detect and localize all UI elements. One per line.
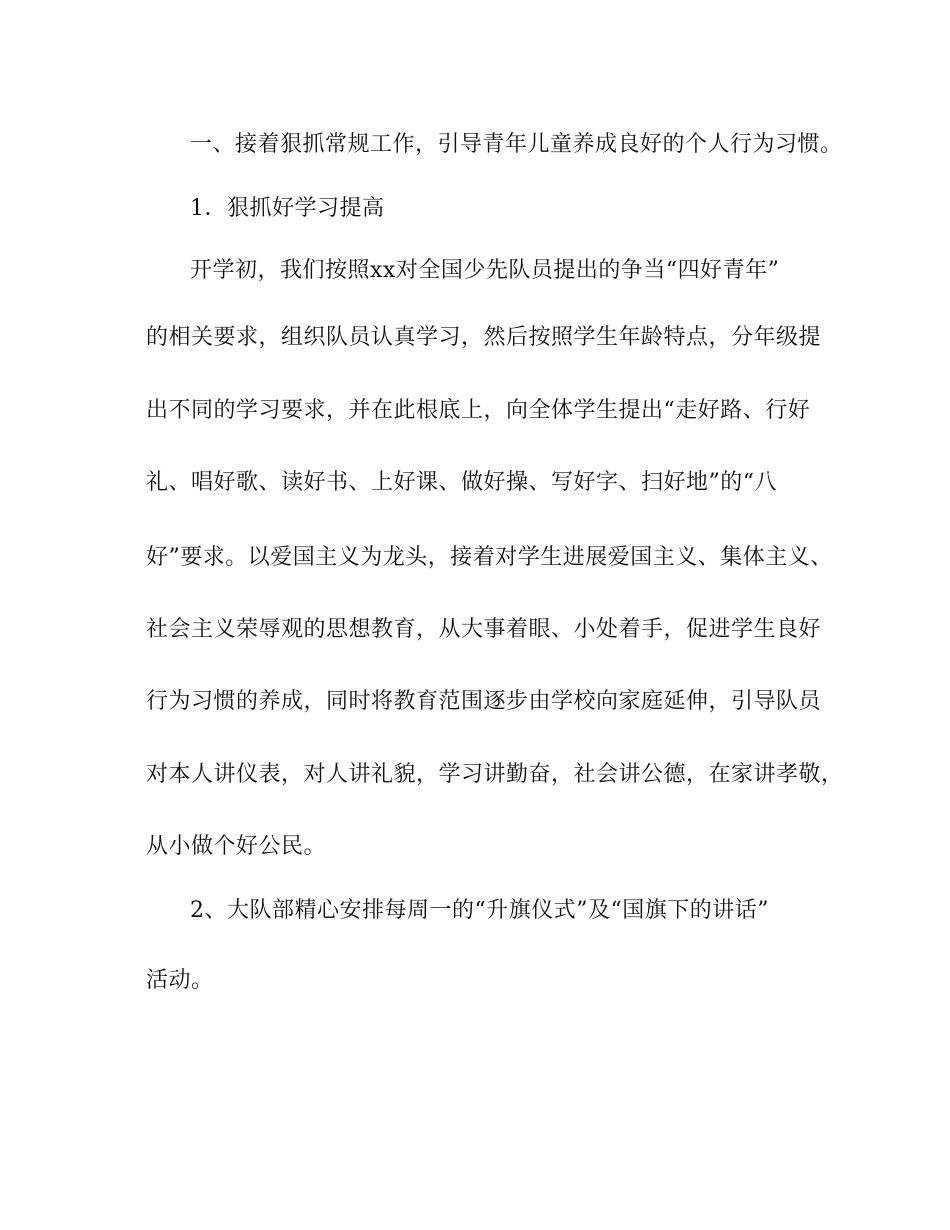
paragraph-1-line-4: 礼、唱好歌、读好书、上好课、做好操、写好字、扫好地”的“八 (146, 470, 777, 495)
paragraph-1-line-3: 出不同的学习要求，并在此根底上，向全体学生提出“走好路、行好 (146, 398, 811, 423)
paragraph-1-line-5: 好”要求。以爱国主义为龙头，接着对学生进展爱国主义、集体主义、 (146, 545, 833, 570)
paragraph-1-line-2: 的相关要求，组织队员认真学习，然后按照学生年龄特点，分年级提 (146, 325, 822, 350)
paragraph-1-line-6: 社会主义荣辱观的思想教育，从大事着眼、小处着手，促进学生良好 (146, 617, 822, 642)
paragraph-1-line-1: 开学初，我们按照xx对全国少先队员提出的争当“四好青年” (190, 258, 780, 283)
subsection-heading: 1．狠抓好学习提高 (190, 196, 385, 221)
paragraph-2-line-2: 活动。 (146, 968, 214, 993)
paragraph-1-line-9: 从小做个好公民。 (146, 834, 327, 859)
paragraph-2-line-1: 2、大队部精心安排每周一的“升旗仪式”及“国旗下的讲话” (190, 898, 769, 923)
section-heading: 一、接着狠抓常规工作，引导青年儿童养成良好的个人行为习惯。 (190, 132, 843, 157)
paragraph-1-line-7: 行为习惯的养成，同时将教育范围逐步由学校向家庭延伸，引导队员 (146, 689, 822, 714)
paragraph-1-line-8: 对本人讲仪表，对人讲礼貌，学习讲勤奋，社会讲公德，在家讲孝敬， (146, 762, 844, 787)
